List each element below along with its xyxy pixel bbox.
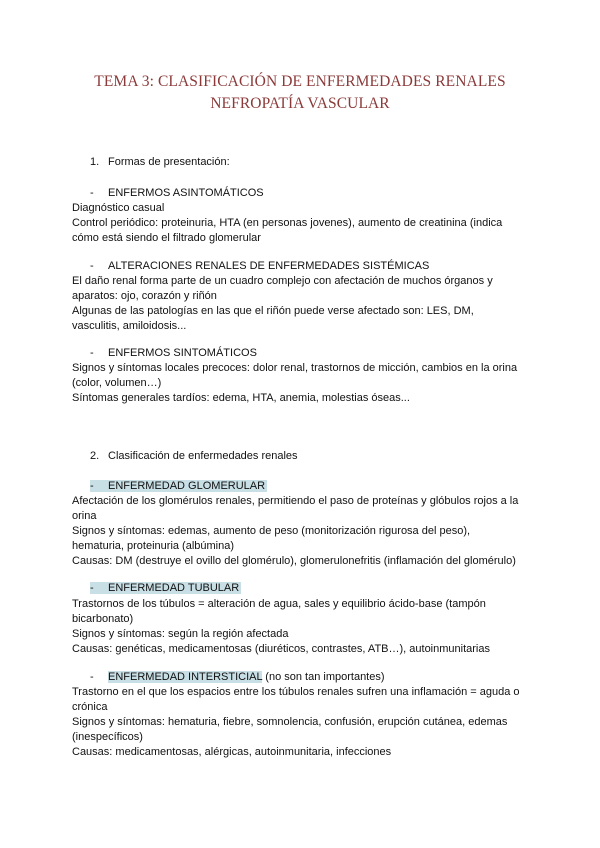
text-line: aparatos: ojo, corazón y riñón bbox=[72, 290, 217, 302]
dash: - bbox=[90, 260, 94, 272]
group-title: ENFERMEDAD INTERSTICIAL bbox=[108, 671, 263, 683]
group-title: ENFERMOS SINTOMÁTICOS bbox=[108, 347, 257, 359]
text-line: (color, volumen…) bbox=[72, 377, 162, 389]
text-line: (inespecíficos) bbox=[72, 731, 143, 743]
document-title-line2: NEFROPATÍA VASCULAR bbox=[210, 95, 390, 112]
text-line: Signos y síntomas: hematuria, fiebre, somnolencia, confusión, erupción cutánea, edemas bbox=[72, 716, 508, 728]
group-heading-tubular bbox=[90, 581, 241, 596]
group-heading-sistemicas bbox=[90, 259, 429, 274]
text-line: orina bbox=[72, 510, 97, 522]
dash: - bbox=[90, 671, 94, 683]
text-line: cómo está siendo el filtrado glomerular bbox=[72, 232, 261, 244]
text-line: vasculitis, amiloidosis... bbox=[72, 320, 187, 332]
text-line: Causas: genéticas, medicamentosas (diuréticos, contrastes, ATB…), autoinmunitarias bbox=[72, 643, 490, 655]
group-title: ENFERMEDAD GLOMERULAR bbox=[108, 480, 266, 492]
dash: - bbox=[90, 187, 94, 199]
group-title: ENFERMEDAD TUBULAR bbox=[108, 582, 240, 594]
section1-heading bbox=[90, 155, 230, 170]
text-line: Signos y síntomas locales precoces: dolor renal, trastornos de micción, cambios en la orina bbox=[72, 362, 518, 374]
group-heading-sintomaticos bbox=[90, 346, 257, 361]
document-title-line1: TEMA 3: CLASIFICACIÓN DE ENFERMEDADES RENALES bbox=[94, 73, 506, 90]
dash: - bbox=[90, 347, 94, 359]
section2-number: 2. bbox=[90, 450, 100, 462]
group-title: ALTERACIONES RENALES DE ENFERMEDADES SISTÉMICAS bbox=[108, 260, 430, 272]
dash: - bbox=[90, 480, 94, 492]
group-heading-asintomaticos bbox=[90, 186, 264, 201]
group-heading-intersticial bbox=[90, 670, 385, 685]
text-line: Signos y síntomas: edemas, aumento de peso (monitorización rigurosa del peso), bbox=[72, 525, 471, 537]
text-line: Afectación de los glomérulos renales, permitiendo el paso de proteínas y glóbulos rojos a la bbox=[72, 495, 519, 507]
text-line: bicarbonato) bbox=[72, 613, 134, 625]
group-title-note: (no son tan importantes) bbox=[262, 671, 385, 683]
text-line: Control periódico: proteinuria, HTA (en personas jovenes), aumento de creatinina (indica bbox=[72, 217, 503, 229]
text-line: hematuria, proteinuria (albúmina) bbox=[72, 540, 235, 552]
text-line: El daño renal forma parte de un cuadro complejo con afectación de muchos órganos y bbox=[72, 275, 493, 287]
group-title: ENFERMOS ASINTOMÁTICOS bbox=[108, 187, 264, 199]
text-line: crónica bbox=[72, 701, 108, 713]
group-heading-glomerular bbox=[90, 479, 267, 494]
section1-title: Formas de presentación: bbox=[108, 156, 230, 168]
section2-title: Clasificación de enfermedades renales bbox=[108, 450, 298, 462]
section2-heading bbox=[90, 449, 298, 464]
text-line: Algunas de las patologías en las que el riñón puede verse afectado son: LES, DM, bbox=[72, 305, 474, 317]
text-line: Trastornos de los túbulos = alteración de agua, sales y equilibrio ácido-base (tampón bbox=[72, 598, 486, 610]
text-line: Signos y síntomas: según la región afectada bbox=[72, 628, 289, 640]
text-line: Causas: medicamentosas, alérgicas, autoinmunitaria, infecciones bbox=[72, 746, 392, 758]
dash: - bbox=[90, 582, 94, 594]
text-line: Diagnóstico casual bbox=[72, 202, 165, 214]
section1-number: 1. bbox=[90, 156, 100, 168]
text-line: Síntomas generales tardíos: edema, HTA, anemia, molestias óseas... bbox=[72, 392, 410, 404]
text-line: Trastorno en el que los espacios entre los túbulos renales sufren una inflamación = aguda o bbox=[72, 686, 520, 698]
text-line: Causas: DM (destruye el ovillo del glomérulo), glomerulonefritis (inflamación del glomérulo) bbox=[72, 555, 516, 567]
